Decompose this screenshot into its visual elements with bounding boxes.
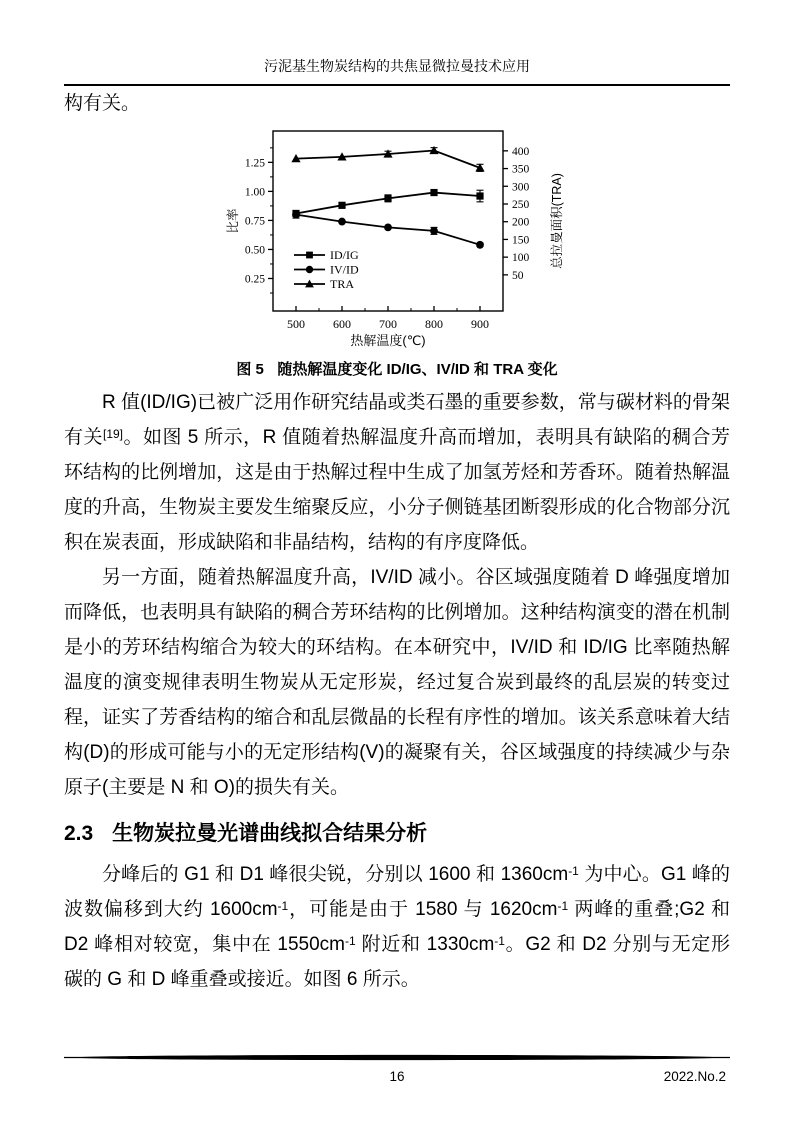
section-heading	[64, 817, 730, 851]
left-tick-label: 0.50	[244, 244, 265, 257]
document-body	[64, 86, 730, 997]
x-tick-label: 800	[425, 317, 443, 331]
x-axis	[287, 306, 489, 331]
page-header	[64, 0, 730, 86]
section-number: 2.3	[64, 822, 94, 845]
x-axis-label: 热解温度(℃)	[350, 333, 426, 348]
right-axis-label: 总拉曼面积(TRA)	[550, 173, 564, 269]
right-tick-label: 150	[512, 234, 530, 247]
right-tick-label: 300	[512, 181, 530, 194]
figure5-chart	[221, 121, 573, 353]
right-tick-label: 350	[512, 163, 530, 176]
left-axis-label: 比率	[226, 208, 240, 234]
paragraph-0: 构有关。	[64, 93, 141, 114]
paragraph-3: 分峰后的 G1 和 D1 峰很尖锐，分别以 1600 和 $1360cm^{-1}$ 为中心。G1 峰的波数偏移到大约 $1600cm^{-1}$，可能是由于 1580 与 $1620cm^{-1}$ 两峰的重叠;G2 和 D2 峰相对较宽，集中在 $1550cm^{-1}$ 附近和 $1330cm^{-1}$。G2 和 D2 分别与无定形碳的 G 和 D 峰重叠或接近。如图 6 所示。	[64, 863, 731, 990]
page-number: 16	[389, 1069, 405, 1084]
figure-5	[221, 121, 573, 381]
right-tick-label: 250	[512, 199, 530, 212]
left-axis	[245, 148, 273, 293]
left-tick-label: 1.25	[244, 157, 265, 170]
issue-label: 2022.No.2	[663, 1069, 726, 1084]
left-tick-label: 0.25	[244, 273, 265, 286]
footer-divider	[64, 1054, 730, 1061]
chart-legend	[294, 248, 359, 291]
x-tick-label: 900	[471, 317, 489, 331]
legend-item-id-ig	[294, 248, 359, 262]
left-tick-label: 0.75	[244, 215, 265, 228]
section-title: 生物炭拉曼光谱曲线拟合结果分析	[112, 822, 428, 845]
x-tick-label: 500	[287, 317, 305, 331]
page-footer	[64, 1048, 730, 1084]
right-axis	[503, 146, 530, 282]
series-id-ig	[292, 189, 483, 217]
legend-label: TRA	[330, 277, 354, 292]
right-tick-label: 100	[512, 252, 530, 265]
figure-caption-text: 随热解温度变化 ID/IG、IV/ID 和 TRA 变化	[277, 361, 558, 378]
series-iv-id	[292, 211, 484, 249]
paragraph-1: R 值(ID/IG)已被广泛用作研究结晶或类石墨的重要参数，常与碳材料的骨架有关[19]。如图 5 所示，R 值随着热解温度升高而增加，表明具有缺陷的稠合芳环结构的比例增加，这是由于热解过程中生成了加氢芳烃和芳香环。随着热解温度的升高，生物炭主要发生缩聚反应，小分子侧链基团断裂形成的化合物部分沉积在炭表面，形成缺陷和非晶结构，结构的有序度降低。	[64, 392, 730, 553]
figure-caption	[221, 359, 573, 381]
x-tick-label: 700	[379, 317, 397, 331]
legend-label: IV/ID	[330, 262, 359, 277]
right-tick-label: 50	[512, 269, 524, 282]
series-tra	[291, 146, 484, 172]
right-tick-label: 200	[512, 216, 530, 229]
legend-item-tra	[294, 277, 354, 291]
left-tick-label: 1.00	[244, 186, 265, 199]
right-tick-label: 400	[512, 145, 530, 158]
paragraph-2: 另一方面，随着热解温度升高，IV/ID 减小。谷区域强度随着 D 峰强度增加而降低，也表明具有缺陷的稠合芳环结构的比例增加。这种结构演变的潜在机制是小的芳环结构缩合为较大的环结构。在本研究中，IV/ID 和 ID/IG 比率随热解温度的演变规律表明生物炭从无定形炭，经过复合炭到最终的乱层炭的转变过程，证实了芳香结构的缩合和乱层微晶的长程有序性的增加。该关系意味着大结构(D)的形成可能与小的无定形结构(V)的凝聚有关，谷区域强度的持续减少与杂原子(主要是 N 和 O)的损失有关。	[64, 567, 730, 798]
running-title: 污泥基生物炭结构的共焦显微拉曼技术应用	[264, 58, 530, 74]
legend-label: ID/IG	[330, 248, 359, 263]
figure-caption-label: 图 5	[236, 361, 264, 378]
legend-item-iv-id	[294, 263, 359, 277]
x-tick-label: 600	[333, 317, 351, 331]
